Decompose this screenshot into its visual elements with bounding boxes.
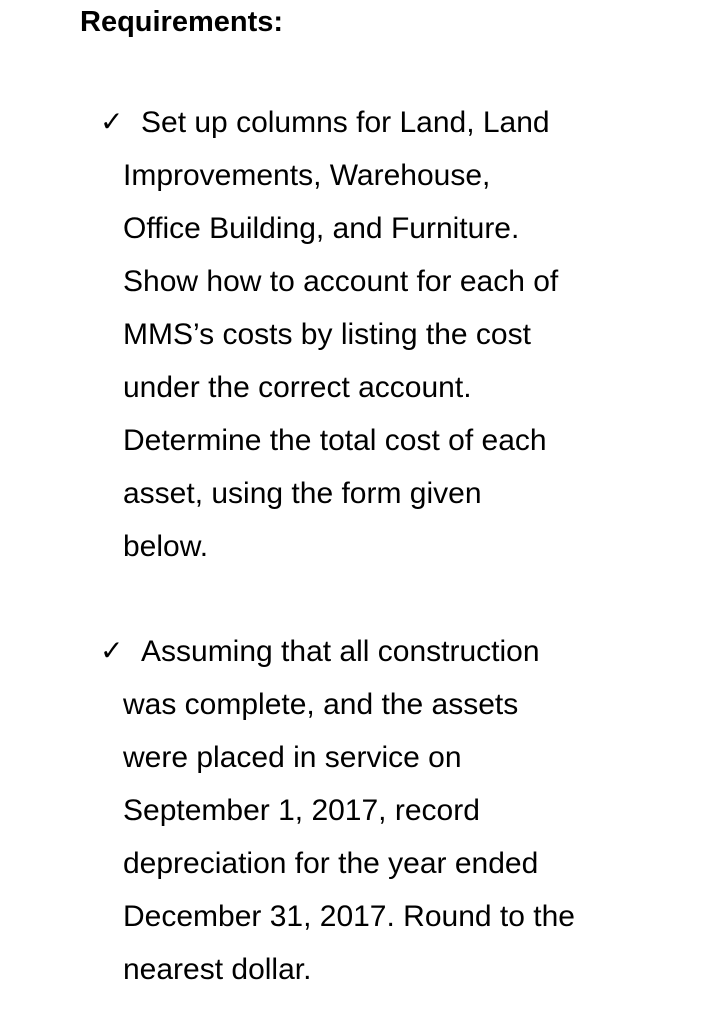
checkmark-icon: ✓ [100,105,124,138]
requirement-2-line-4: September 1, 2017, record [123,794,480,827]
requirement-2-line-7: nearest dollar. [123,953,312,986]
requirement-1-line-3: Office Building, and Furniture. [123,212,520,245]
requirement-item-1 [100,96,700,573]
requirement-1-line-1: Set up columns for Land, Land [141,106,550,139]
checkmark-icon: ✓ [100,634,124,667]
requirement-2-line-6: December 31, 2017. Round to the [123,900,575,933]
requirement-2-line-5: depreciation for the year ended [123,847,539,880]
requirement-2-line-3: were placed in service on [123,741,462,774]
requirement-1-line-8: asset, using the form given [123,477,482,510]
requirement-1-line-5: MMS’s costs by listing the cost [123,318,531,351]
requirement-1-line-2: Improvements, Warehouse, [123,159,491,192]
requirement-1-line-4: Show how to account for each of [123,265,559,298]
requirement-2-line-2: was complete, and the assets [123,688,519,721]
requirements-heading: Requirements: [80,6,284,38]
requirement-item-2 [100,625,700,996]
requirement-1-line-6: under the correct account. [123,371,472,404]
requirement-1-line-9: below. [123,530,209,563]
requirement-1-line-7: Determine the total cost of each [123,424,547,457]
requirement-2-line-1: Assuming that all construction [141,635,540,668]
